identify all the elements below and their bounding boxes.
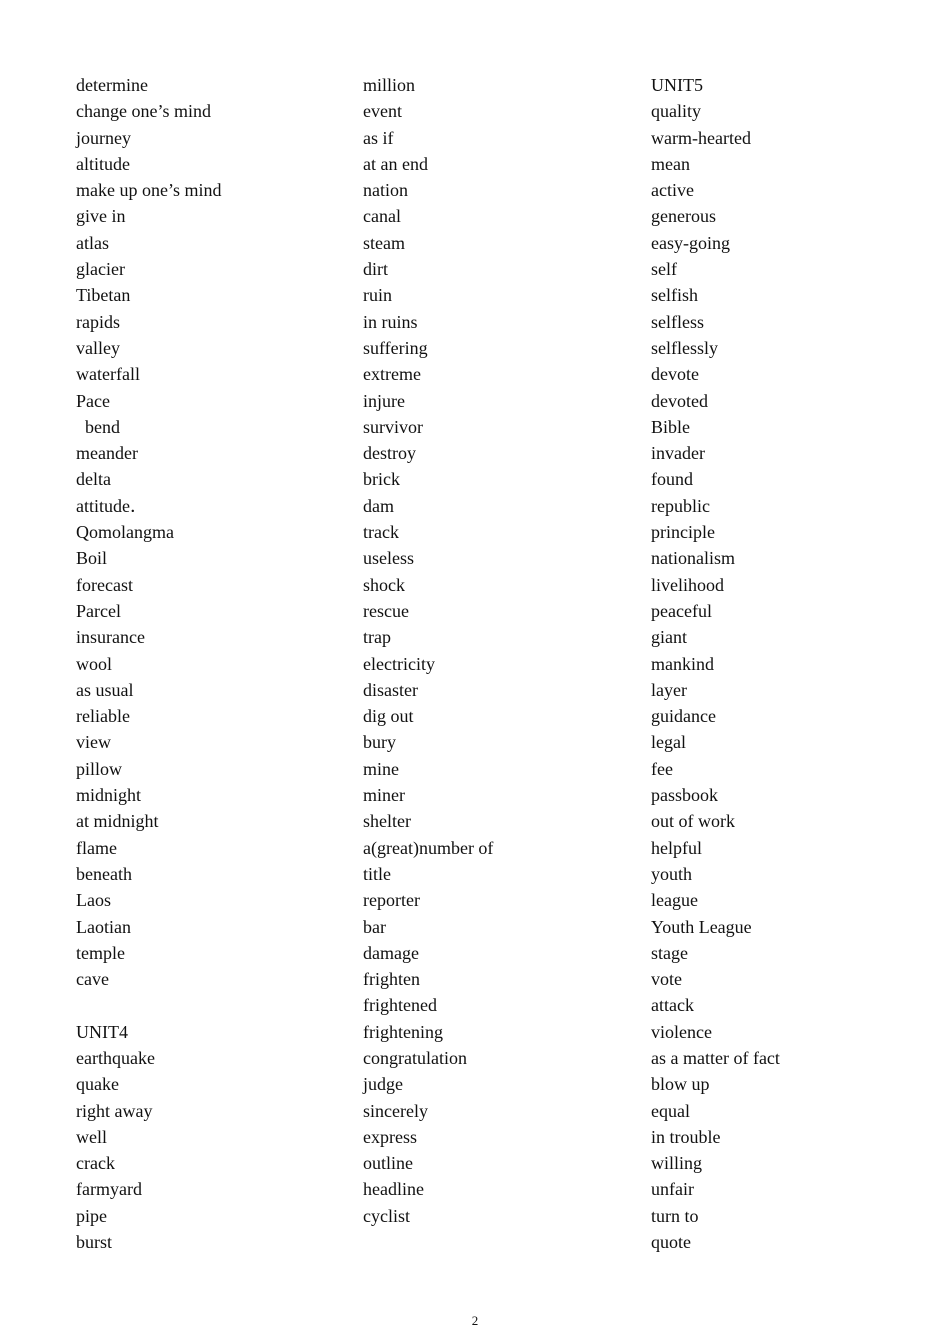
vocabulary-item: self (651, 259, 677, 280)
vocabulary-item: survivor (363, 416, 423, 437)
vocabulary-item: destroy (363, 443, 416, 464)
vocabulary-item: temple (76, 942, 125, 963)
vocabulary-item: electricity (363, 653, 435, 674)
vocabulary-item: fee (651, 758, 673, 779)
vocabulary-item: forecast (76, 574, 133, 595)
vocabulary-item: make up one’s mind (76, 180, 222, 201)
vocabulary-item: invader (651, 443, 705, 464)
vocabulary-item: canal (363, 206, 401, 227)
vocabulary-item: dam (363, 495, 394, 516)
vocabulary-item: meander (76, 443, 138, 464)
vocabulary-item: bar (363, 916, 386, 937)
vocabulary-item: out of work (651, 811, 735, 832)
vocabulary-item: legal (651, 732, 686, 753)
vocabulary-item: quake (76, 1074, 119, 1095)
vocabulary-item: quote (651, 1232, 691, 1253)
vocabulary-item: suffering (363, 337, 428, 358)
vocabulary-item: shock (363, 574, 405, 595)
vocabulary-item: crack (76, 1153, 115, 1174)
vocabulary-item: stage (651, 942, 688, 963)
vocabulary-item: Bible (651, 416, 690, 437)
vocabulary-item: beneath (76, 863, 132, 884)
vocabulary-item: a(great)number of (363, 837, 494, 858)
vocabulary-item: rapids (76, 311, 120, 332)
vocabulary-item: warm-hearted (651, 127, 751, 148)
vocabulary-item: track (363, 522, 399, 543)
vocabulary-item (76, 992, 221, 1018)
vocabulary-item: injure (363, 390, 405, 411)
vocabulary-item: youth (651, 863, 693, 884)
vocabulary-item: as if (363, 127, 394, 148)
vocabulary-item: dig out (363, 706, 414, 727)
vocabulary-item: express (363, 1126, 417, 1147)
vocabulary-item: in trouble (651, 1126, 721, 1147)
vocabulary-item: Qomolangma (76, 522, 174, 543)
vocabulary-item: found (651, 469, 693, 490)
vocabulary-item: giant (651, 627, 687, 648)
vocabulary-item: helpful (651, 837, 702, 858)
vocabulary-item: cyclist (363, 1205, 410, 1226)
vocabulary-item: extreme (363, 364, 421, 385)
vocabulary-item: pillow (76, 758, 123, 779)
vocabulary-item: determine (76, 75, 148, 95)
vocabulary-item: ruin (363, 285, 392, 306)
vocabulary-item: valley (76, 337, 120, 358)
vocabulary-item: waterfall (76, 364, 140, 385)
vocabulary-item: frightening (363, 1021, 443, 1042)
vocabulary-item: sincerely (363, 1100, 428, 1121)
vocabulary-item: dirt (363, 259, 388, 280)
vocabulary-item: delta (76, 469, 111, 490)
vocabulary-item: UNIT4 (76, 1021, 128, 1042)
vocabulary-item: shelter (363, 811, 411, 832)
vocabulary-item: principle (651, 522, 715, 543)
vocabulary-item: event (363, 101, 402, 122)
vocabulary-item: altitude (76, 153, 130, 174)
vocabulary-item: view (76, 732, 111, 753)
vocabulary-item: attack (651, 995, 694, 1016)
vocabulary-item: as usual (76, 679, 134, 700)
vocabulary-item: passbook (651, 785, 718, 806)
vocabulary-item: miner (363, 785, 405, 806)
vocabulary-item: willing (651, 1153, 703, 1174)
page-number: 2 (471, 1313, 479, 1328)
vocabulary-item: cave (76, 969, 109, 990)
vocabulary-item: violence (651, 1021, 712, 1042)
vocabulary-item: vote (651, 969, 682, 990)
vocabulary-item: in ruins (363, 311, 418, 332)
vocabulary-item: pipe (76, 1205, 107, 1226)
vocabulary-item: useless (363, 548, 414, 569)
vocabulary-item: selfless (651, 311, 704, 332)
vocabulary-item: Parcel (76, 600, 121, 621)
vocabulary-item: right away (76, 1100, 153, 1121)
vocabulary-item: wool (76, 653, 112, 674)
vocabulary-item: nationalism (651, 548, 735, 569)
vocabulary-item: generous (651, 206, 716, 227)
vocabulary-item: disaster (363, 679, 418, 700)
vocabulary-column-2 (363, 72, 493, 1229)
vocabulary-item: outline (363, 1153, 413, 1174)
vocabulary-item: congratulation (363, 1047, 467, 1068)
vocabulary-item: mean (651, 153, 690, 174)
vocabulary-column-1 (76, 72, 221, 1255)
vocabulary-item: guidance (651, 706, 716, 727)
vocabulary-item: trap (363, 627, 391, 648)
vocabulary-item: nation (363, 180, 408, 201)
vocabulary-item: easy-going (651, 232, 730, 253)
vocabulary-item: at midnight (76, 811, 159, 832)
vocabulary-item: frightened (363, 995, 437, 1016)
vocabulary-item: attitude． (76, 495, 148, 516)
vocabulary-item: turn to (651, 1205, 699, 1226)
vocabulary-item: reliable (76, 706, 130, 727)
vocabulary-item: damage (363, 942, 419, 963)
vocabulary-item: selflessly (651, 337, 718, 358)
vocabulary-item: blow up (651, 1074, 710, 1095)
vocabulary-item: give in (76, 206, 126, 227)
vocabulary-item: devoted (651, 390, 708, 411)
vocabulary-item: as a matter of fact (651, 1047, 780, 1068)
vocabulary-item: layer (651, 679, 687, 700)
vocabulary-item: at an end (363, 153, 428, 174)
vocabulary-item: steam (363, 232, 405, 253)
vocabulary-item: frighten (363, 969, 420, 990)
vocabulary-item: journey (76, 127, 131, 148)
vocabulary-item: Laos (76, 890, 111, 911)
vocabulary-item: burst (76, 1232, 112, 1253)
vocabulary-item: reporter (363, 890, 420, 911)
vocabulary-item: million (363, 75, 416, 95)
vocabulary-item: league (651, 890, 698, 911)
vocabulary-item: unfair (651, 1179, 694, 1200)
vocabulary-item: earthquake (76, 1047, 155, 1068)
vocabulary-item: active (651, 180, 694, 201)
vocabulary-item: title (363, 863, 391, 884)
vocabulary-item: Youth League (651, 916, 752, 937)
vocabulary-item: bury (363, 732, 396, 753)
vocabulary-item: brick (363, 469, 400, 490)
vocabulary-item: livelihood (651, 574, 724, 595)
vocabulary-item: rescue (363, 600, 409, 621)
vocabulary-item: UNIT5 (651, 75, 703, 95)
vocabulary-item: Laotian (76, 916, 131, 937)
vocabulary-item: selfish (651, 285, 698, 306)
vocabulary-item: republic (651, 495, 710, 516)
vocabulary-item: bend (76, 416, 120, 437)
vocabulary-item: devote (651, 364, 699, 385)
vocabulary-item: quality (651, 101, 701, 122)
vocabulary-item: mine (363, 758, 399, 779)
vocabulary-item: Tibetan (76, 285, 131, 306)
vocabulary-item: midnight (76, 785, 142, 806)
vocabulary-item: Boil (76, 548, 108, 569)
vocabulary-item: farmyard (76, 1179, 142, 1200)
vocabulary-item: well (76, 1126, 107, 1147)
vocabulary-item: Pace (76, 390, 110, 411)
vocabulary-item: atlas (76, 232, 109, 253)
vocabulary-item: insurance (76, 627, 145, 648)
vocabulary-item: flame (76, 837, 117, 858)
vocabulary-column-3 (651, 72, 780, 1255)
vocabulary-item: judge (363, 1074, 403, 1095)
vocabulary-item: equal (651, 1100, 690, 1121)
vocabulary-item: headline (363, 1179, 424, 1200)
vocabulary-item: mankind (651, 653, 714, 674)
vocabulary-item: change one’s mind (76, 101, 211, 122)
vocabulary-item: glacier (76, 259, 125, 280)
vocabulary-item: peaceful (651, 600, 712, 621)
